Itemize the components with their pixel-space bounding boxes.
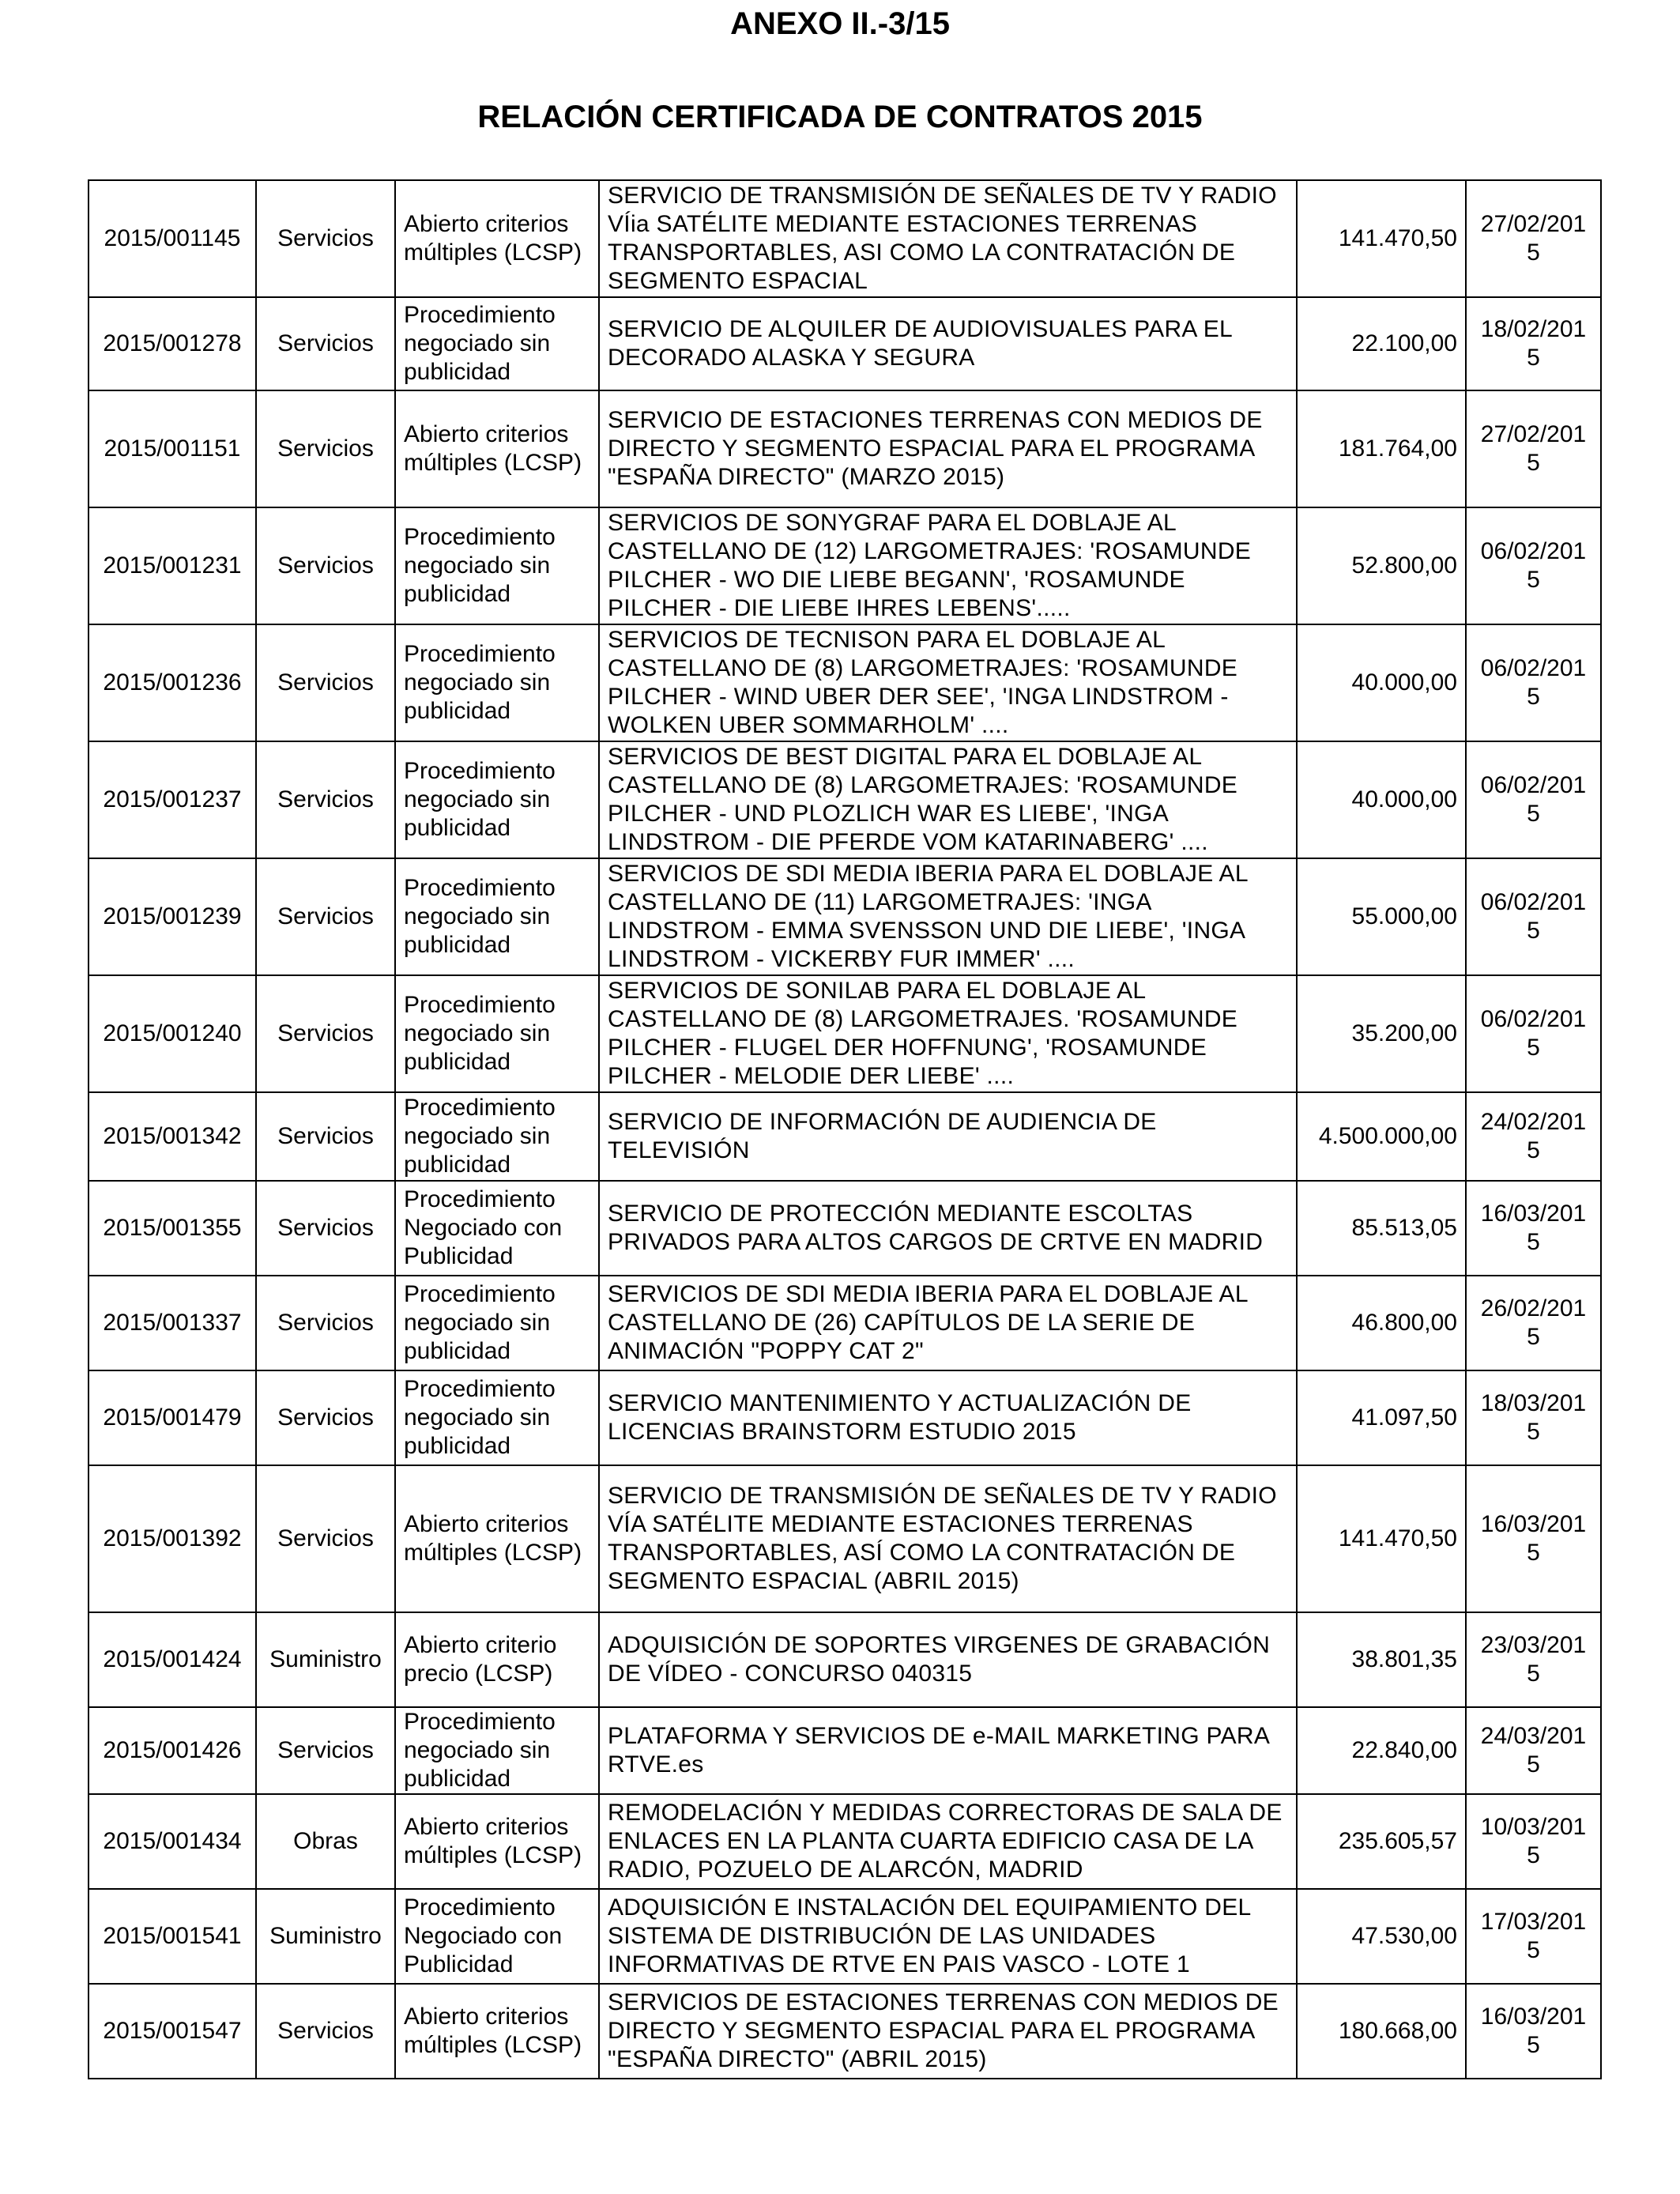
contract-amount: 141.470,50 [1297, 180, 1466, 297]
contract-id: 2015/001434 [89, 1794, 256, 1889]
contract-description: SERVICIOS DE SDI MEDIA IBERIA PARA EL DOBLAJE AL CASTELLANO DE (11) LARGOMETRAJES: 'INGA LINDSTROM - EMMA SVENSSON UND DIE LIEBE', 'INGA LINDSTROM - VICKERBY FUR IMMER' .... [599, 858, 1297, 975]
table-row [89, 1465, 1601, 1612]
contract-id: 2015/001151 [89, 390, 256, 507]
contract-type: Servicios [256, 507, 395, 624]
table-row [89, 1889, 1601, 1984]
table-row [89, 1612, 1601, 1707]
contract-type: Servicios [256, 1370, 395, 1465]
contract-amount: 41.097,50 [1297, 1370, 1466, 1465]
award-date: 26/02/2015 [1466, 1276, 1601, 1370]
contract-id: 2015/001239 [89, 858, 256, 975]
award-date: 06/02/2015 [1466, 507, 1601, 624]
contract-description: SERVICIO DE ESTACIONES TERRENAS CON MEDIOS DE DIRECTO Y SEGMENTO ESPACIAL PARA EL PROGRAMA "ESPAÑA DIRECTO" (MARZO 2015) [599, 390, 1297, 507]
document-title: RELACIÓN CERTIFICADA DE CONTRATOS 2015 [477, 100, 1203, 134]
contract-description: SERVICIOS DE BEST DIGITAL PARA EL DOBLAJE AL CASTELLANO DE (8) LARGOMETRAJES: 'ROSAMUNDE PILCHER - UND PLOZLICH WAR ES LIEBE', 'INGA LINDSTROM - DIE PFERDE VOM KATARINABERG' .... [599, 741, 1297, 858]
procedure-type: Procedimiento negociado sin publicidad [395, 858, 599, 975]
contracts-table-body [89, 180, 1601, 2079]
table-row [89, 1984, 1601, 2079]
procedure-type: Procedimiento negociado sin publicidad [395, 1276, 599, 1370]
award-date: 06/02/2015 [1466, 975, 1601, 1092]
procedure-type: Procedimiento negociado sin publicidad [395, 297, 599, 390]
table-row [89, 180, 1601, 297]
procedure-type: Procedimiento negociado sin publicidad [395, 507, 599, 624]
table-row [89, 741, 1601, 858]
contract-amount: 38.801,35 [1297, 1612, 1466, 1707]
award-date: 27/02/2015 [1466, 390, 1601, 507]
contract-amount: 52.800,00 [1297, 507, 1466, 624]
contract-amount: 85.513,05 [1297, 1181, 1466, 1276]
procedure-type: Procedimiento negociado sin publicidad [395, 1707, 599, 1794]
table-row [89, 1707, 1601, 1794]
contract-description: ADQUISICIÓN E INSTALACIÓN DEL EQUIPAMIENTO DEL SISTEMA DE DISTRIBUCIÓN DE LAS UNIDADES INFORMATIVAS DE RTVE EN PAIS VASCO - LOTE 1 [599, 1889, 1297, 1984]
contract-type: Servicios [256, 624, 395, 741]
award-date: 06/02/2015 [1466, 858, 1601, 975]
procedure-type: Procedimiento Negociado con Publicidad [395, 1889, 599, 1984]
award-date: 06/02/2015 [1466, 624, 1601, 741]
contract-id: 2015/001547 [89, 1984, 256, 2079]
contract-type: Servicios [256, 975, 395, 1092]
award-date: 10/03/2015 [1466, 1794, 1601, 1889]
contract-amount: 181.764,00 [1297, 390, 1466, 507]
contract-id: 2015/001240 [89, 975, 256, 1092]
procedure-type: Procedimiento Negociado con Publicidad [395, 1181, 599, 1276]
contract-amount: 22.840,00 [1297, 1707, 1466, 1794]
contract-id: 2015/001342 [89, 1092, 256, 1181]
table-row [89, 1092, 1601, 1181]
award-date: 24/02/2015 [1466, 1092, 1601, 1181]
table-row [89, 507, 1601, 624]
contract-id: 2015/001145 [89, 180, 256, 297]
procedure-type: Abierto criterios múltiples (LCSP) [395, 180, 599, 297]
contract-type: Servicios [256, 1092, 395, 1181]
contract-description: SERVICIO MANTENIMIENTO Y ACTUALIZACIÓN DE LICENCIAS BRAINSTORM ESTUDIO 2015 [599, 1370, 1297, 1465]
procedure-type: Abierto criterios múltiples (LCSP) [395, 1794, 599, 1889]
contract-amount: 55.000,00 [1297, 858, 1466, 975]
award-date: 17/03/2015 [1466, 1889, 1601, 1984]
contract-id: 2015/001237 [89, 741, 256, 858]
contract-type: Suministro [256, 1612, 395, 1707]
annex-heading: ANEXO II.-3/15 [730, 6, 950, 41]
procedure-type: Abierto criterio precio (LCSP) [395, 1612, 599, 1707]
contract-type: Servicios [256, 741, 395, 858]
table-row [89, 624, 1601, 741]
contract-type: Servicios [256, 297, 395, 390]
contract-amount: 40.000,00 [1297, 624, 1466, 741]
contract-description: SERVICIOS DE ESTACIONES TERRENAS CON MEDIOS DE DIRECTO Y SEGMENTO ESPACIAL PARA EL PROGRAMA "ESPAÑA DIRECTO" (ABRIL 2015) [599, 1984, 1297, 2079]
contract-type: Servicios [256, 1707, 395, 1794]
contract-type: Servicios [256, 1276, 395, 1370]
contract-id: 2015/001231 [89, 507, 256, 624]
contract-amount: 47.530,00 [1297, 1889, 1466, 1984]
contract-description: SERVICIO DE PROTECCIÓN MEDIANTE ESCOLTAS PRIVADOS PARA ALTOS CARGOS DE CRTVE EN MADRID [599, 1181, 1297, 1276]
contract-id: 2015/001278 [89, 297, 256, 390]
contract-description: SERVICIOS DE SONILAB PARA EL DOBLAJE AL CASTELLANO DE (8) LARGOMETRAJES. 'ROSAMUNDE PILCHER - FLUGEL DER HOFFNUNG', 'ROSAMUNDE PILCHER - MELODIE DER LIEBE' .... [599, 975, 1297, 1092]
contract-id: 2015/001392 [89, 1465, 256, 1612]
contract-type: Servicios [256, 858, 395, 975]
award-date: 23/03/2015 [1466, 1612, 1601, 1707]
contract-amount: 180.668,00 [1297, 1984, 1466, 2079]
award-date: 18/02/2015 [1466, 297, 1601, 390]
procedure-type: Procedimiento negociado sin publicidad [395, 1092, 599, 1181]
table-row [89, 1370, 1601, 1465]
award-date: 24/03/2015 [1466, 1707, 1601, 1794]
award-date: 16/03/2015 [1466, 1181, 1601, 1276]
table-row [89, 1276, 1601, 1370]
table-row [89, 297, 1601, 390]
award-date: 27/02/2015 [1466, 180, 1601, 297]
procedure-type: Abierto criterios múltiples (LCSP) [395, 390, 599, 507]
table-row [89, 1181, 1601, 1276]
procedure-type: Procedimiento negociado sin publicidad [395, 1370, 599, 1465]
contract-amount: 35.200,00 [1297, 975, 1466, 1092]
contract-description: SERVICIO DE INFORMACIÓN DE AUDIENCIA DE TELEVISIÓN [599, 1092, 1297, 1181]
contract-description: PLATAFORMA Y SERVICIOS DE e-MAIL MARKETING PARA RTVE.es [599, 1707, 1297, 1794]
contract-id: 2015/001236 [89, 624, 256, 741]
contract-amount: 4.500.000,00 [1297, 1092, 1466, 1181]
contracts-table [88, 179, 1602, 2079]
contract-description: REMODELACIÓN Y MEDIDAS CORRECTORAS DE SALA DE ENLACES EN LA PLANTA CUARTA EDIFICIO CASA DE LA RADIO, POZUELO DE ALARCÓN, MADRID [599, 1794, 1297, 1889]
procedure-type: Abierto criterios múltiples (LCSP) [395, 1984, 599, 2079]
contract-type: Servicios [256, 1181, 395, 1276]
contract-id: 2015/001541 [89, 1889, 256, 1984]
contract-description: SERVICIO DE TRANSMISIÓN DE SEÑALES DE TV Y RADIO VÍA SATÉLITE MEDIANTE ESTACIONES TERRENAS TRANSPORTABLES, ASÍ COMO LA CONTRATACIÓN DE SEGMENTO ESPACIAL (ABRIL 2015) [599, 1465, 1297, 1612]
contract-amount: 46.800,00 [1297, 1276, 1466, 1370]
procedure-type: Procedimiento negociado sin publicidad [395, 624, 599, 741]
contract-amount: 235.605,57 [1297, 1794, 1466, 1889]
contract-type: Servicios [256, 1984, 395, 2079]
award-date: 06/02/2015 [1466, 741, 1601, 858]
contract-id: 2015/001479 [89, 1370, 256, 1465]
contract-type: Servicios [256, 180, 395, 297]
contract-type: Servicios [256, 390, 395, 507]
contract-description: SERVICIO DE TRANSMISIÓN DE SEÑALES DE TV Y RADIO VÍia SATÉLITE MEDIANTE ESTACIONES TERRENAS TRANSPORTABLES, ASI COMO LA CONTRATACIÓN DE SEGMENTO ESPACIAL [599, 180, 1297, 297]
contract-description: SERVICIOS DE SDI MEDIA IBERIA PARA EL DOBLAJE AL CASTELLANO DE (26) CAPÍTULOS DE LA SERIE DE ANIMACIÓN "POPPY CAT 2" [599, 1276, 1297, 1370]
contract-type: Obras [256, 1794, 395, 1889]
table-row [89, 390, 1601, 507]
contract-type: Suministro [256, 1889, 395, 1984]
table-row [89, 1794, 1601, 1889]
contract-description: SERVICIOS DE SONYGRAF PARA EL DOBLAJE AL CASTELLANO DE (12) LARGOMETRAJES: 'ROSAMUNDE PILCHER - WO DIE LIEBE BEGANN', 'ROSAMUNDE PILCHER - DIE LIEBE IHRES LEBENS'..... [599, 507, 1297, 624]
contract-id: 2015/001337 [89, 1276, 256, 1370]
contract-type: Servicios [256, 1465, 395, 1612]
table-row [89, 975, 1601, 1092]
contract-amount: 22.100,00 [1297, 297, 1466, 390]
contract-id: 2015/001424 [89, 1612, 256, 1707]
procedure-type: Procedimiento negociado sin publicidad [395, 975, 599, 1092]
contract-description: ADQUISICIÓN DE SOPORTES VIRGENES DE GRABACIÓN DE VÍDEO - CONCURSO 040315 [599, 1612, 1297, 1707]
award-date: 16/03/2015 [1466, 1465, 1601, 1612]
contract-id: 2015/001426 [89, 1707, 256, 1794]
award-date: 18/03/2015 [1466, 1370, 1601, 1465]
procedure-type: Abierto criterios múltiples (LCSP) [395, 1465, 599, 1612]
contract-id: 2015/001355 [89, 1181, 256, 1276]
procedure-type: Procedimiento negociado sin publicidad [395, 741, 599, 858]
contract-amount: 40.000,00 [1297, 741, 1466, 858]
contract-description: SERVICIOS DE TECNISON PARA EL DOBLAJE AL CASTELLANO DE (8) LARGOMETRAJES: 'ROSAMUNDE PILCHER - WIND UBER DER SEE', 'INGA LINDSTROM - WOLKEN UBER SOMMARHOLM' .... [599, 624, 1297, 741]
table-row [89, 858, 1601, 975]
contract-amount: 141.470,50 [1297, 1465, 1466, 1612]
contract-description: SERVICIO DE ALQUILER DE AUDIOVISUALES PARA EL DECORADO ALASKA Y SEGURA [599, 297, 1297, 390]
award-date: 16/03/2015 [1466, 1984, 1601, 2079]
